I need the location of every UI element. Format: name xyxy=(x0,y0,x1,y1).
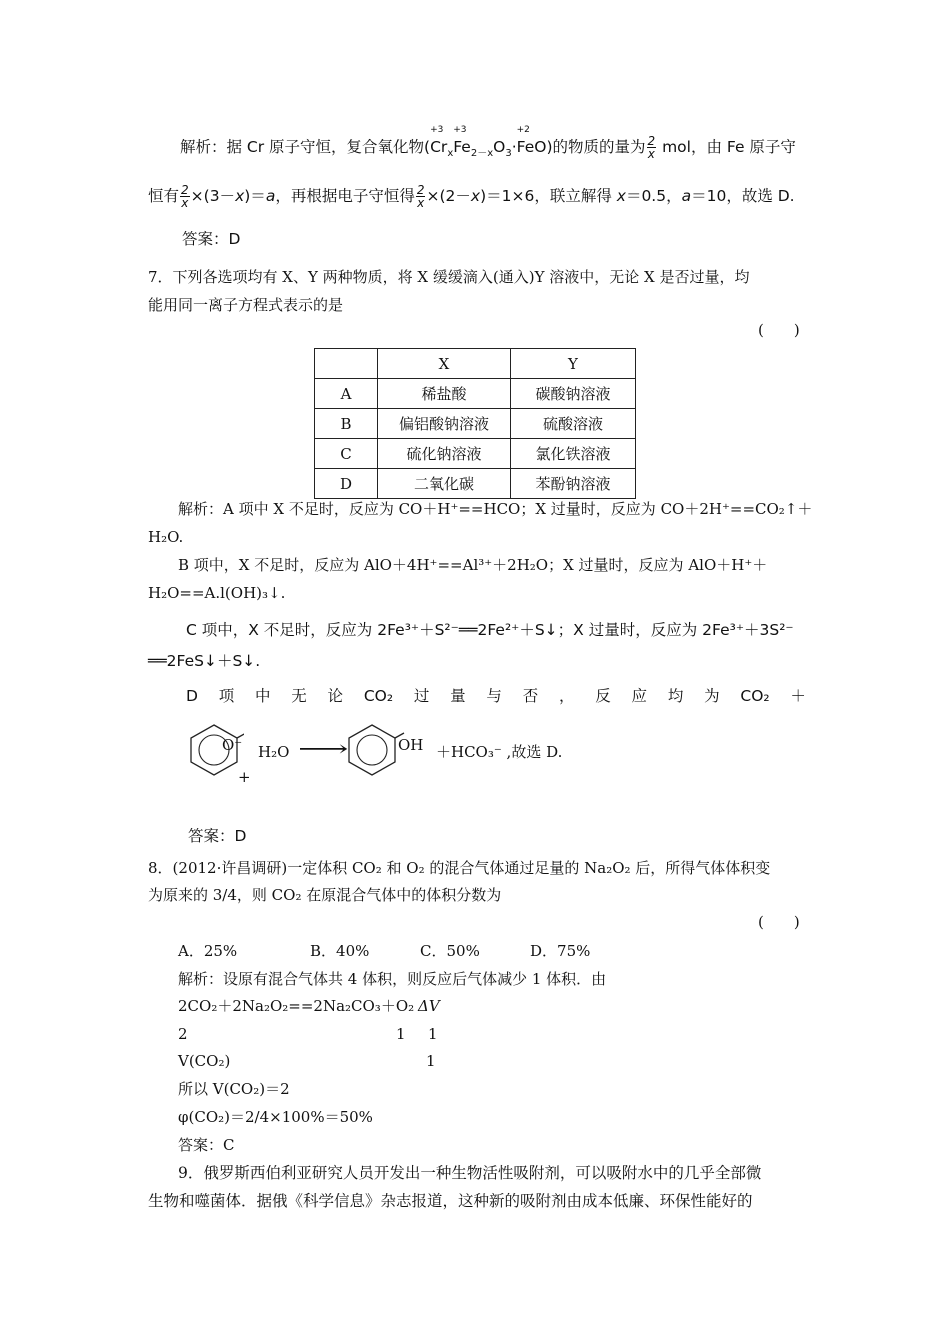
table-row xyxy=(315,469,636,499)
formula-part: · xyxy=(511,138,517,156)
q6-text: )＝1×6，联立解得 xyxy=(480,187,617,205)
q7-analysis-a-line2: H₂O. xyxy=(148,528,184,546)
q8-vco2-right: 1 xyxy=(426,1052,436,1070)
ox-state: +3 xyxy=(430,125,444,135)
table-cell: 硫化钠溶液 xyxy=(378,439,511,469)
table-cell: 苯酚钠溶液 xyxy=(511,469,636,499)
frac-num: 2 xyxy=(416,183,425,197)
fraction-2-over-x xyxy=(180,184,190,209)
q6-text: 解析：据 Cr 原子守恒，复合氧化物( xyxy=(180,138,431,156)
q8-delta-v: ΔV xyxy=(418,997,440,1015)
q7-options-table xyxy=(314,348,636,499)
word: 否 xyxy=(522,687,539,705)
word: 应 xyxy=(631,687,648,705)
fraction-2-over-x xyxy=(647,135,657,160)
table-row xyxy=(315,379,636,409)
q8-stem-line2: 为原来的 3/4，则 CO₂ 在原混合气体中的体积分数为 xyxy=(148,886,502,904)
frac-den: x xyxy=(181,196,189,210)
phenol-ring-icon xyxy=(342,722,406,778)
word: CO₂ xyxy=(363,687,394,705)
table-cell: 氯化铁溶液 xyxy=(511,439,636,469)
ox-state: +2 xyxy=(516,125,530,135)
table-header-row xyxy=(315,349,636,379)
q7-analysis-b-line2: H₂O==A.l(OH)₃↓. xyxy=(148,584,286,602)
q7-answer: 答案：D xyxy=(188,827,247,845)
q6-analysis-line1 xyxy=(180,125,796,164)
word: 均 xyxy=(667,687,684,705)
word: ＋ xyxy=(790,687,806,705)
eq-oh: OH xyxy=(398,736,424,754)
q6-text: ＝0.5， xyxy=(625,187,682,205)
table-cell: A xyxy=(315,379,378,409)
word: D xyxy=(186,687,198,705)
q8-so-line: 所以 V(CO₂)＝2 xyxy=(178,1080,290,1098)
word: 为 xyxy=(704,687,720,705)
table-cell: X xyxy=(378,349,511,379)
q8-answer: 答案：C xyxy=(178,1136,235,1154)
word: 项 xyxy=(218,687,235,705)
q6-text: )＝ xyxy=(244,187,266,205)
q7-analysis-b-line1: B 项中，X 不足时，反应为 AlO＋4H⁺==Al³⁺＋2H₂O；X 过量时，反应为 AlO＋H⁺＋ xyxy=(178,556,768,574)
table-cell: D xyxy=(315,469,378,499)
q8-equation: 2CO₂＋2Na₂O₂==2Na₂CO₃＋O₂ xyxy=(178,997,415,1015)
frac-num: 2 xyxy=(181,183,189,197)
q8-ratio-right: 1 xyxy=(428,1025,438,1043)
table-cell: Y xyxy=(511,349,636,379)
q6-answer: 答案：D xyxy=(182,230,241,248)
var-x: x xyxy=(616,187,626,205)
q7-analysis-c-line2: ══2FeS↓＋S↓. xyxy=(148,652,261,670)
word: 无 xyxy=(291,687,307,705)
q6-text: 恒有 xyxy=(148,187,180,205)
fraction-2-over-x xyxy=(416,184,426,209)
q8-ratio-mid: 1 xyxy=(396,1025,406,1043)
formula-feo xyxy=(516,125,547,157)
formula-fe xyxy=(453,125,494,164)
q8-answer-bracket: ( ) xyxy=(758,913,800,931)
frac-num: 2 xyxy=(647,134,656,148)
table-cell: C xyxy=(315,439,378,469)
eq-arrow-icon: ⟶ xyxy=(298,737,349,762)
table-row xyxy=(315,409,636,439)
word: 量 xyxy=(450,687,466,705)
var-x: x xyxy=(470,187,481,205)
var-a: a xyxy=(681,187,692,205)
var-x: x xyxy=(235,187,245,205)
q6-text: mol，由 Fe 原子守 xyxy=(657,138,796,156)
q7-answer-bracket: ( ) xyxy=(758,321,800,339)
q8-ratio-left: 2 xyxy=(178,1025,188,1043)
eq-plus-sign: + xyxy=(238,768,251,786)
table-cell: B xyxy=(315,409,378,439)
eq-h2o: H₂O xyxy=(258,743,290,761)
q6-analysis-line2 xyxy=(148,184,795,209)
eq-tail: ＋HCO₃⁻ ,故选 D. xyxy=(436,743,563,761)
table-cell: 偏铝酸钠溶液 xyxy=(378,409,511,439)
formula-part: FeO xyxy=(516,138,547,156)
frac-den: x xyxy=(647,147,655,161)
formula-sub: x xyxy=(447,148,454,160)
q6-text: ×(2－ xyxy=(426,187,471,205)
table-row xyxy=(315,439,636,469)
formula-sub: 2－x xyxy=(470,148,494,160)
q7-analysis-d-line1 xyxy=(186,686,806,706)
table-cell xyxy=(315,349,378,379)
formula-part: O xyxy=(493,138,506,156)
word: 中 xyxy=(254,687,271,705)
q6-text: )的物质的量为 xyxy=(546,138,646,156)
q7-analysis-c-line1: C 项中，X 不足时，反应为 2Fe³⁺＋S²⁻══2Fe²⁺＋S↓；X 过量时，反应为 2Fe³⁺＋3S²⁻ xyxy=(186,621,794,639)
frac-den: x xyxy=(417,196,425,210)
q8-option-a: A．25% xyxy=(178,942,238,960)
formula-sub: 3 xyxy=(505,148,512,160)
q6-text: ×(3－ xyxy=(190,187,236,205)
formula-cr xyxy=(430,125,454,164)
q8-vco2: V(CO₂) xyxy=(178,1052,231,1070)
q9-line1: 9．俄罗斯西伯利亚研究人员开发出一种生物活性吸附剂，可以吸附水中的几乎全部微 xyxy=(178,1164,762,1182)
q8-phi-line: φ(CO₂)＝2/4×100%＝50% xyxy=(178,1108,373,1126)
formula-part: Fe xyxy=(453,138,471,156)
word: 与 xyxy=(486,687,502,705)
q6-text: ＝10，故选 D. xyxy=(691,187,795,205)
q8-option-c: C．50% xyxy=(420,942,480,960)
q7-stem-line1: 7．下列各选项均有 X、Y 两种物质，将 X 缓缓滴入(通入)Y 溶液中，无论 X 是否过量，均 xyxy=(148,268,750,286)
word: 过 xyxy=(413,687,430,705)
eq-o-minus: O⁻ xyxy=(222,736,243,754)
word: 反 xyxy=(595,687,611,705)
formula-part: Cr xyxy=(430,138,448,156)
q8-option-b: B．40% xyxy=(310,942,370,960)
q8-stem-line1: 8．(2012·许昌调研)一定体积 CO₂ 和 O₂ 的混合气体通过足量的 Na₂O₂ 后，所得气体体积变 xyxy=(148,859,771,877)
word: CO₂ xyxy=(740,687,770,705)
word: 论 xyxy=(327,687,344,705)
q6-text: ，再根据电子守恒得 xyxy=(275,187,415,205)
q8-analysis-line1: 解析：设原有混合气体共 4 体积，则反应后气体减少 1 体积．由 xyxy=(178,970,607,988)
var-a: a xyxy=(265,187,276,205)
q8-option-d: D．75% xyxy=(530,942,591,960)
ox-state: +3 xyxy=(453,125,467,135)
q7-analysis-a-line1: 解析：A 项中 X 不足时，反应为 CO＋H⁺==HCO；X 过量时，反应为 CO＋2H⁺==CO₂↑＋ xyxy=(178,500,813,518)
table-cell: 二氧化碳 xyxy=(378,469,511,499)
table-cell: 稀盐酸 xyxy=(378,379,511,409)
table-cell: 碳酸钠溶液 xyxy=(511,379,636,409)
q7-stem-line2: 能用同一离子方程式表示的是 xyxy=(148,296,344,314)
word: ， xyxy=(558,687,575,705)
q9-line2: 生物和噬菌体．据俄《科学信息》杂志报道，这种新的吸附剂由成本低廉、环保性能好的 xyxy=(148,1192,753,1210)
table-cell: 硫酸溶液 xyxy=(511,409,636,439)
